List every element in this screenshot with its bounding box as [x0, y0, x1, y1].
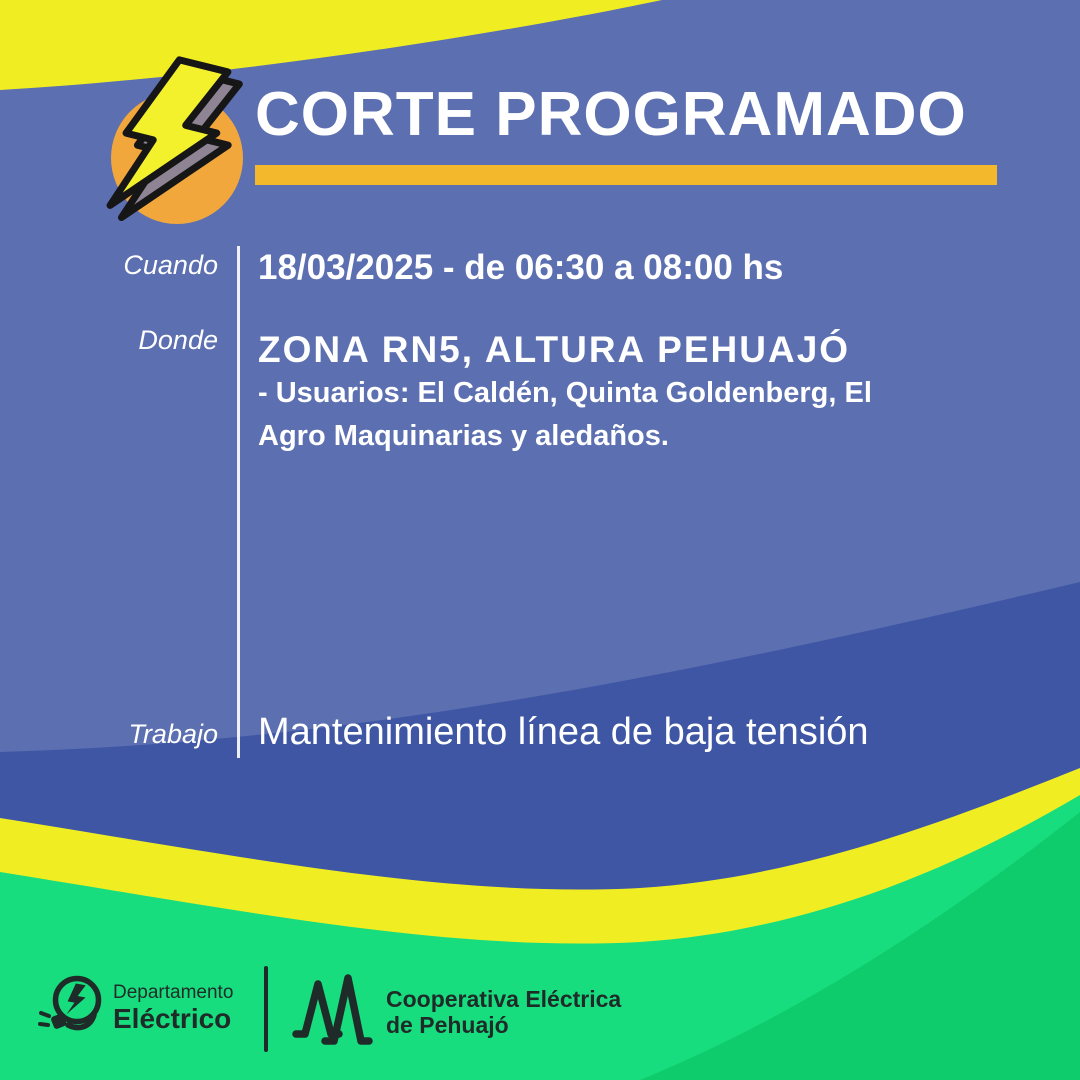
work-description: Mantenimiento línea de baja tensión — [258, 711, 869, 753]
label-donde: Donde — [138, 325, 218, 355]
location-users-1: - Usuarios: El Caldén, Quinta Goldenberg, El — [258, 377, 872, 409]
cooperative-line2: de Pehuajó — [386, 1012, 509, 1038]
label-cuando: Cuando — [123, 250, 218, 280]
content-divider — [237, 246, 240, 758]
lightning-bolt-icon — [95, 52, 275, 242]
plug-bolt — [65, 983, 87, 1017]
plug-lightning-icon — [36, 958, 116, 1048]
page-title: CORTE PROGRAMADO — [255, 80, 967, 149]
label-trabajo: Trabajo — [128, 719, 218, 749]
department-wordmark — [113, 982, 233, 1034]
tree-left — [296, 984, 339, 1034]
cooperative-line1: Cooperativa Eléctrica — [386, 986, 622, 1012]
department-line2: Eléctrico — [113, 1003, 232, 1034]
footer-divider — [264, 966, 268, 1052]
cooperative-wordmark — [386, 986, 621, 1038]
department-line1: Departamento — [113, 982, 234, 1003]
outage-location — [258, 328, 872, 458]
location-zone: ZONA RN5, ALTURA PEHUAJÓ — [258, 329, 851, 370]
plug-prongs — [40, 1013, 49, 1025]
location-users-2: Agro Maquinarias y aledaños. — [258, 420, 669, 452]
title-underline — [255, 165, 997, 185]
calden-trees-logo — [292, 972, 377, 1050]
outage-datetime: 18/03/2025 - de 06:30 a 08:00 hs — [258, 248, 784, 287]
